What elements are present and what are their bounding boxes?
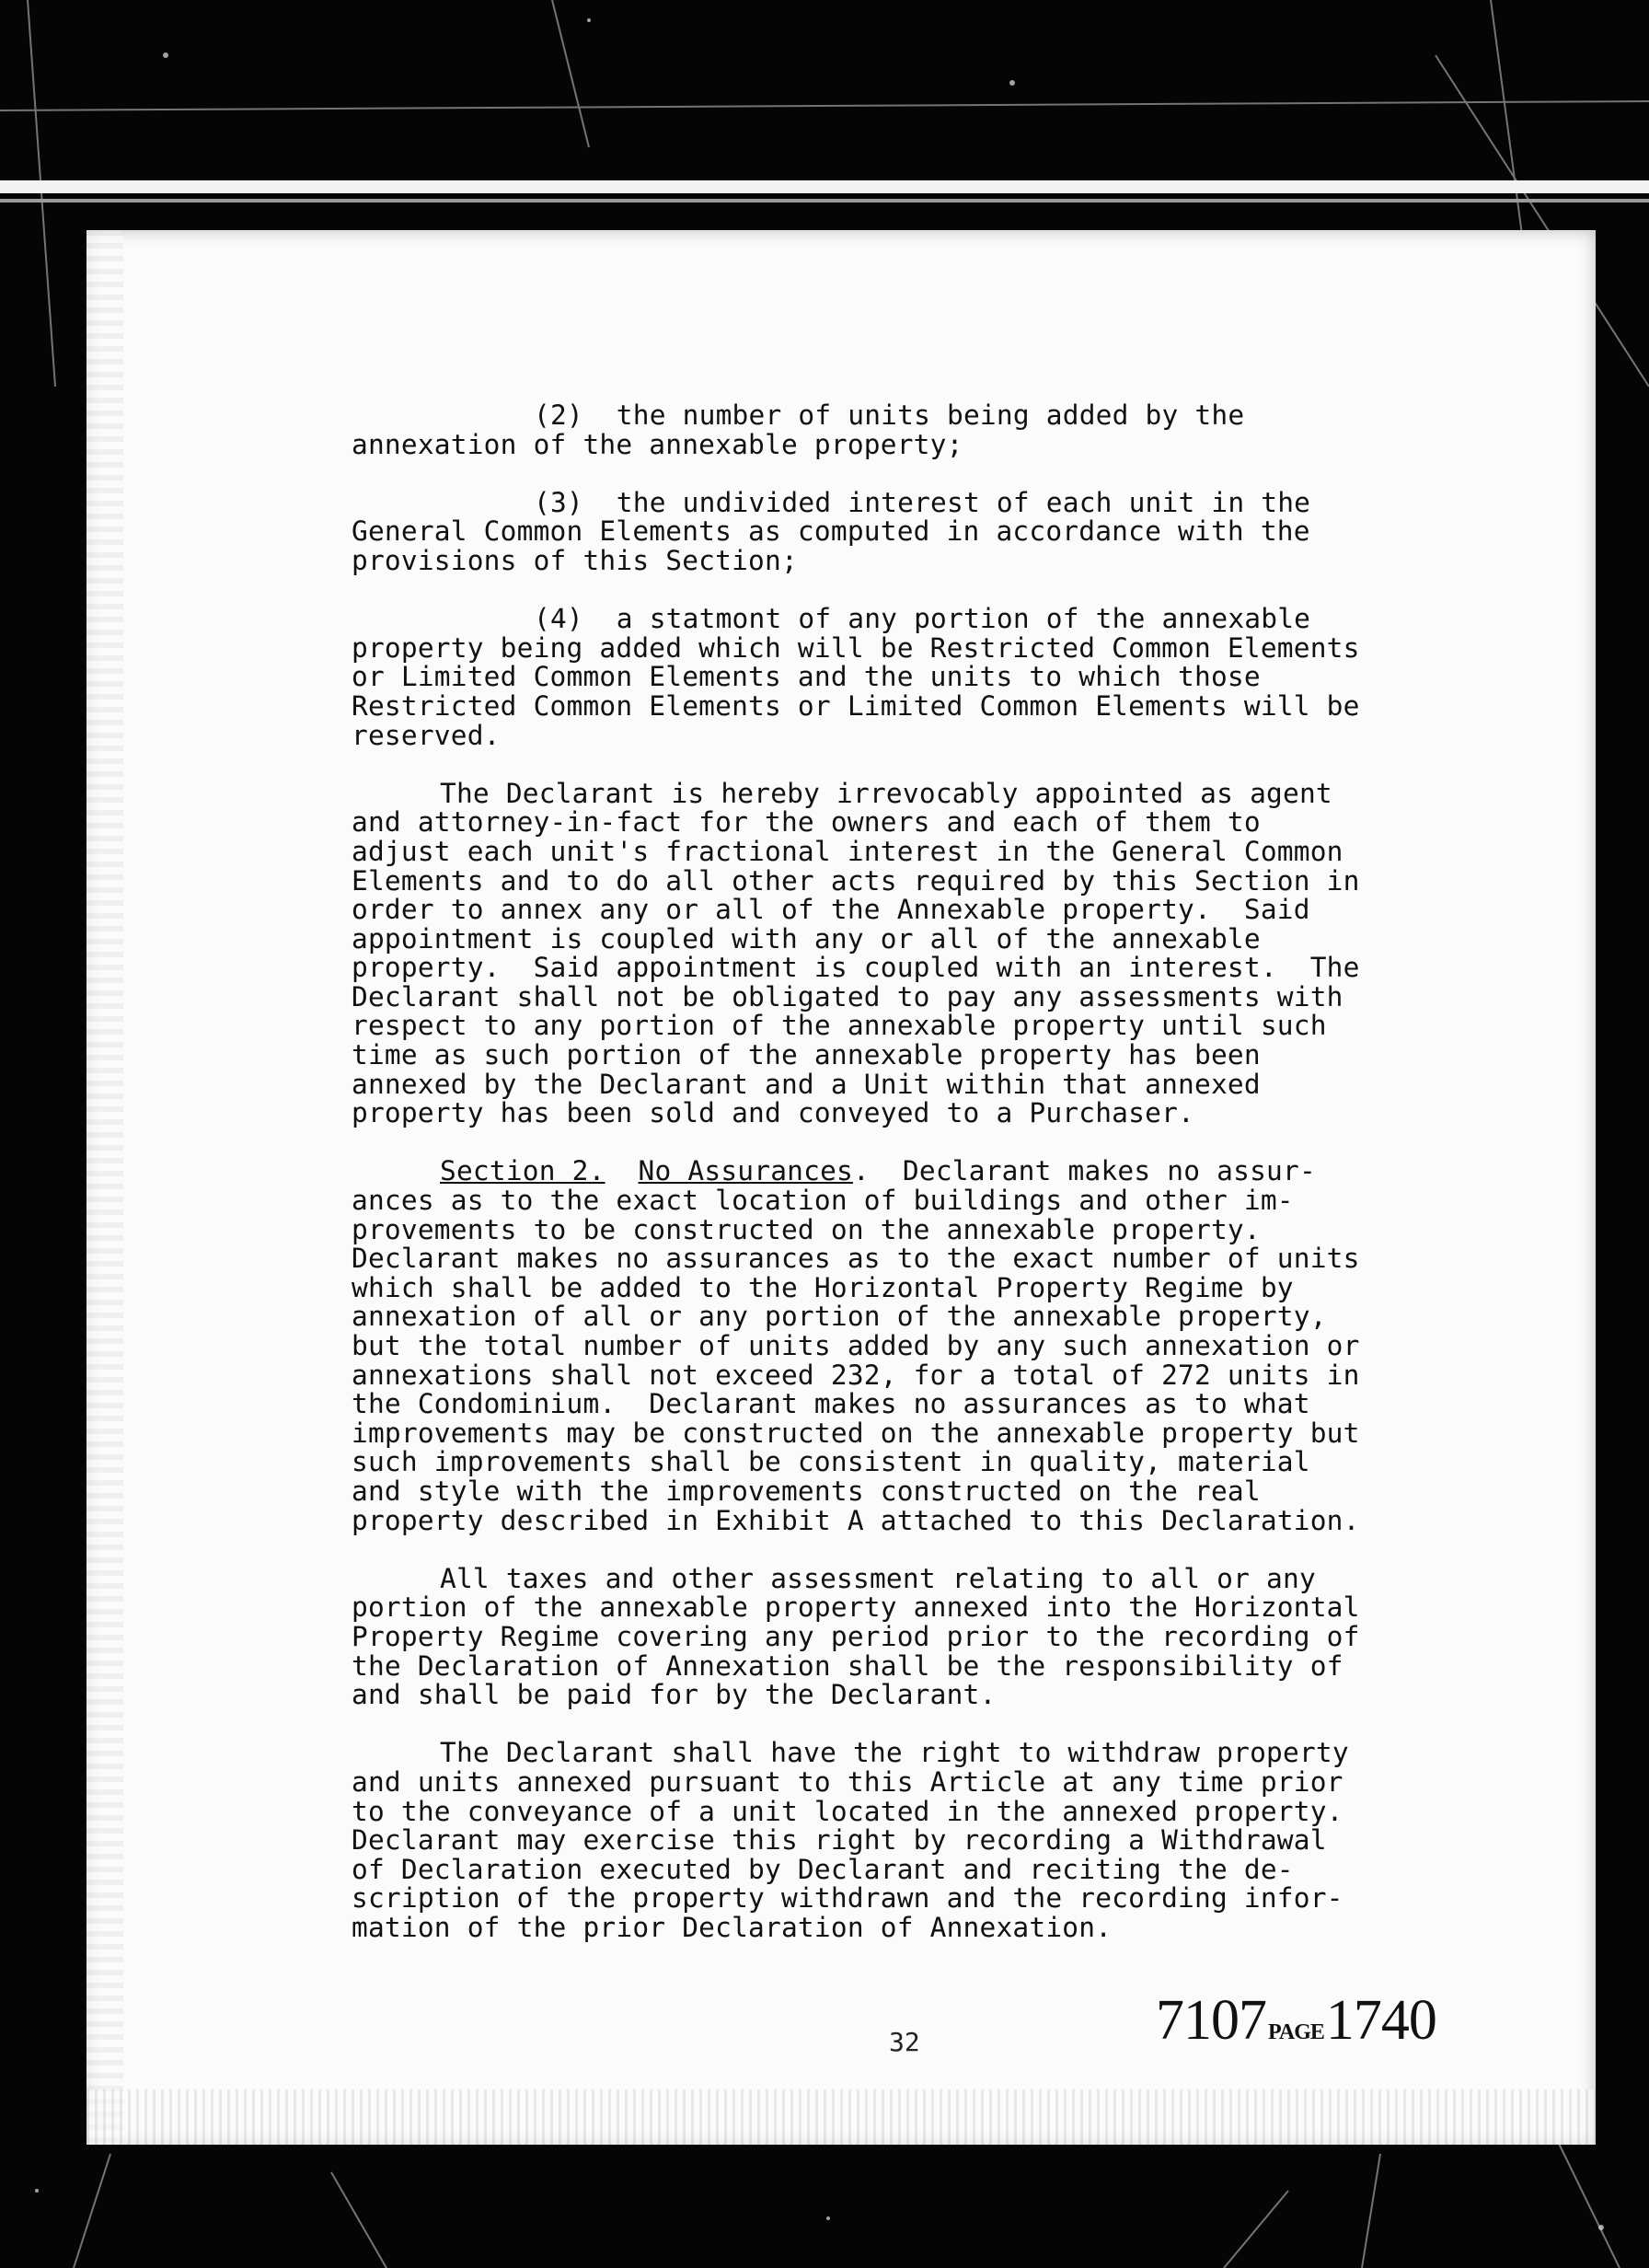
text-line: Property Regime covering any period prior to the recording of [352,1620,1360,1652]
text-line: adjust each unit's fractional interest in the General Common [352,835,1343,867]
text-line: property being added which will be Restricted Common Elements [352,631,1360,664]
text-line: provements to be constructed on the annexable property. [352,1213,1261,1245]
text-line: and units annexed pursuant to this Article at any time prior [352,1765,1343,1798]
section-label: Section 2. [440,1155,605,1187]
text-line: Declarant makes no assurances as to the exact number of units [352,1243,1360,1275]
text-line: reserved. [352,719,501,751]
text-line: and style with the improvements constructed on the real [352,1475,1261,1507]
text-line: annexation of all or any portion of the annexable property, [352,1301,1327,1333]
document-body [352,401,1483,1942]
paragraph-gap [352,1535,1483,1565]
text-line: property has been sold and conveyed to a Purchaser. [352,1097,1194,1129]
text-line: of Declaration executed by Declarant and reciting the de- [352,1853,1294,1885]
text-line: Restricted Common Elements or Limited Common Elements will be [352,689,1360,722]
text-line: General Common Elements as computed in accordance with the [352,515,1310,548]
text-line: but the total number of units added by any such annexation or [352,1330,1360,1361]
text-line: scription of the property withdrawn and the recording infor- [352,1882,1343,1915]
book-number: 7107 [1156,1989,1266,2052]
text-line: annexed by the Declarant and a Unit within that annexed [352,1068,1261,1100]
paragraph-gap [352,1710,1483,1740]
page-edge-noise-left [86,230,123,2145]
scanner-band [0,180,1649,193]
text-line: and attorney-in-fact for the owners and each of them to [352,806,1261,839]
text-line: (4) a statmont of any portion of the annexable [534,603,1311,635]
paragraph-gap [352,1128,1483,1158]
text-line: portion of the annexable property annexed into the Horizontal [352,1591,1360,1624]
text-line: or Limited Common Elements and the units to which those [352,661,1261,693]
paragraph-gap [352,750,1483,780]
section-title: No Assurances [638,1155,854,1187]
text-line: appointment is coupled with any or all of the annexable [352,922,1261,955]
text-line: respect to any portion of the annexable property until such [352,1010,1327,1042]
text-line: mation of the prior Declaration of Annexation. [352,1911,1113,1943]
paragraph-gap [352,459,1483,489]
text-line: ances as to the exact location of buildings and other im- [352,1185,1294,1217]
text-line: order to annex any or all of the Annexable property. Said [352,894,1310,926]
text-line: (2) the number of units being added by the [534,399,1245,431]
text-line: annexations shall not exceed 232, for a total of 272 units in [352,1359,1360,1391]
text-line: property described in Exhibit A attached to this Declaration. [352,1504,1360,1536]
paragraph-gap [352,576,1483,606]
text-line: and shall be paid for by the Declarant. [352,1679,997,1711]
text-line: improvements may be constructed on the annexable property but [352,1417,1360,1449]
page-word: PAGE [1268,2020,1324,2044]
book-page-number: 1740 [1325,1989,1436,2052]
text-line: Declarant shall not be obligated to pay any assessments with [352,980,1343,1012]
text-line [352,1157,1483,1186]
text-line: The Declarant shall have the right to withdraw property [440,1737,1349,1769]
text-line: All taxes and other assessment relating to all or any [440,1562,1316,1594]
text-line: which shall be added to the Horizontal Property Regime by [352,1271,1294,1303]
text-line: Declarant may exercise this right by recording a Withdrawal [352,1824,1327,1857]
text-line: (3) the undivided interest of each unit in the [534,486,1311,518]
page-number: 32 [889,2027,920,2057]
text-line: property. Said appointment is coupled with an interest. The [352,952,1360,984]
text-line: The Declarant is hereby irrevocably appointed as agent [440,777,1332,809]
text-line: annexation of the annexable property; [352,428,963,460]
text-line: provisions of this Section; [352,544,798,576]
text-line: such improvements shall be consistent in quality, material [352,1446,1310,1478]
text-line: the Condominium. Declarant makes no assurances as to what [352,1388,1310,1420]
text-line: to the conveyance of a unit located in the annexed property. [352,1795,1343,1827]
page-edge-noise-bottom [86,2089,1596,2145]
text-line: the Declaration of Annexation shall be the responsibility of [352,1649,1343,1682]
scanner-band-shadow [0,199,1649,202]
text-line: time as such portion of the annexable property has been [352,1039,1261,1071]
text-line: Elements and to do all other acts required by this Section in [352,864,1360,897]
book-page-stamp [1156,1988,1436,2054]
section-text: . Declarant makes no assur- [853,1155,1316,1187]
